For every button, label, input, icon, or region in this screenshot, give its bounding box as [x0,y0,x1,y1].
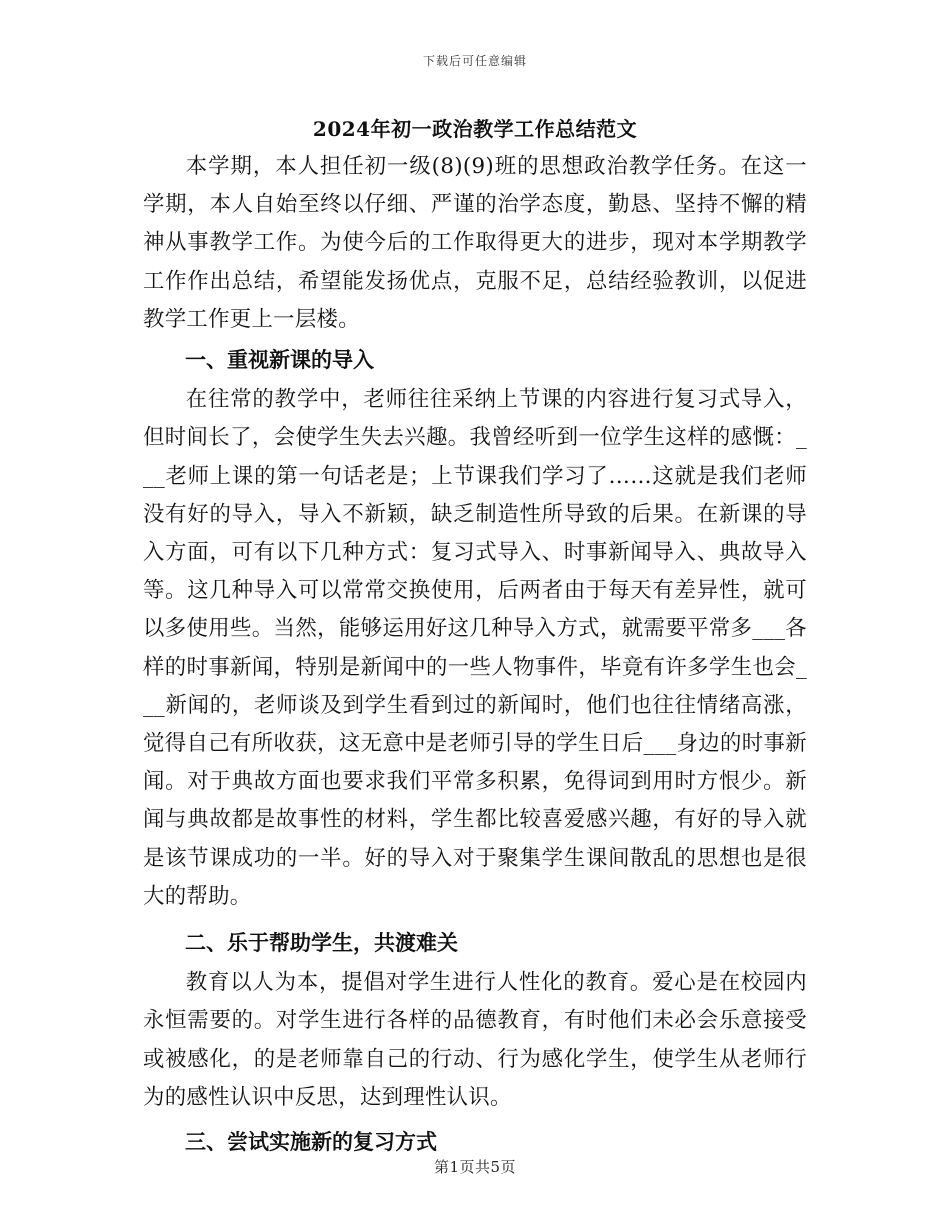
section-heading-3: 三、尝试实施新的复习方式 [185,1129,437,1155]
section-heading-2: 二、乐于帮助学生，共渡难关 [185,930,458,956]
section-heading-1: 一、重视新课的导入 [185,347,374,373]
document-body [143,112,807,1161]
section-body-1: 在往常的教学中，老师往往采纳上节课的内容进行复习式导入，但时间长了，会使学生失去兴趣。我曾经听到一位学生这样的感慨：___老师上课的第一句话老是；上节课我们学习了……这就是我们老师没有好的导入，导入不新颖，缺乏制造性所导致的后果。在新课的导入方面，可有以下几种方式：复习式导入、时事新闻导入、典故导入等。这几种导入可以常常交换使用，后两者由于每天有差异性，就可以多使用些。当然，能够运用好这几种导入方式，就需要平常多___各样的时事新闻，特别是新闻中的一些人物事件，毕竟有许多学生也会___新闻的，老师谈及到学生看到过的新闻时，他们也往往情绪高涨，觉得自己有所收获，这无意中是老师引导的学生日后___身边的时事新闻。对于典故方面也要求我们平常多积累，免得词到用时方恨少。新闻与典故都是故事性的材料，学生都比较喜爱感兴趣，有好的导入就是该节课成功的一半。好的导入对于聚集学生课间散乱的思想也是很大的帮助。 [143,387,807,909]
document-title: 2024年初一政治教学工作总结范文 [312,117,638,141]
page-number: 第1页共5页 [433,1158,517,1176]
section-body-2: 教育以人为本，提倡对学生进行人性化的教育。爱心是在校园内永恒需要的。对学生进行各样的品德教育，有时他们未必会乐意接受或被感化，的是老师靠自己的行动、行为感化学生，使学生从老师行为的感性认识中反思，达到理性认识。 [143,970,807,1110]
header-note: 下载后可任意编辑 [422,54,527,68]
intro-paragraph: 本学期，本人担任初一级(8)(9)班的思想政治教学任务。在这一学期，本人自始至终以仔细、严谨的治学态度，勤恳、坚持不懈的精神从事教学工作。为使今后的工作取得更大的进步，现对本学期教学工作作出总结，希望能发扬优点，克服不足，总结经验教训，以促进教学工作更上一层楼。 [143,154,807,332]
